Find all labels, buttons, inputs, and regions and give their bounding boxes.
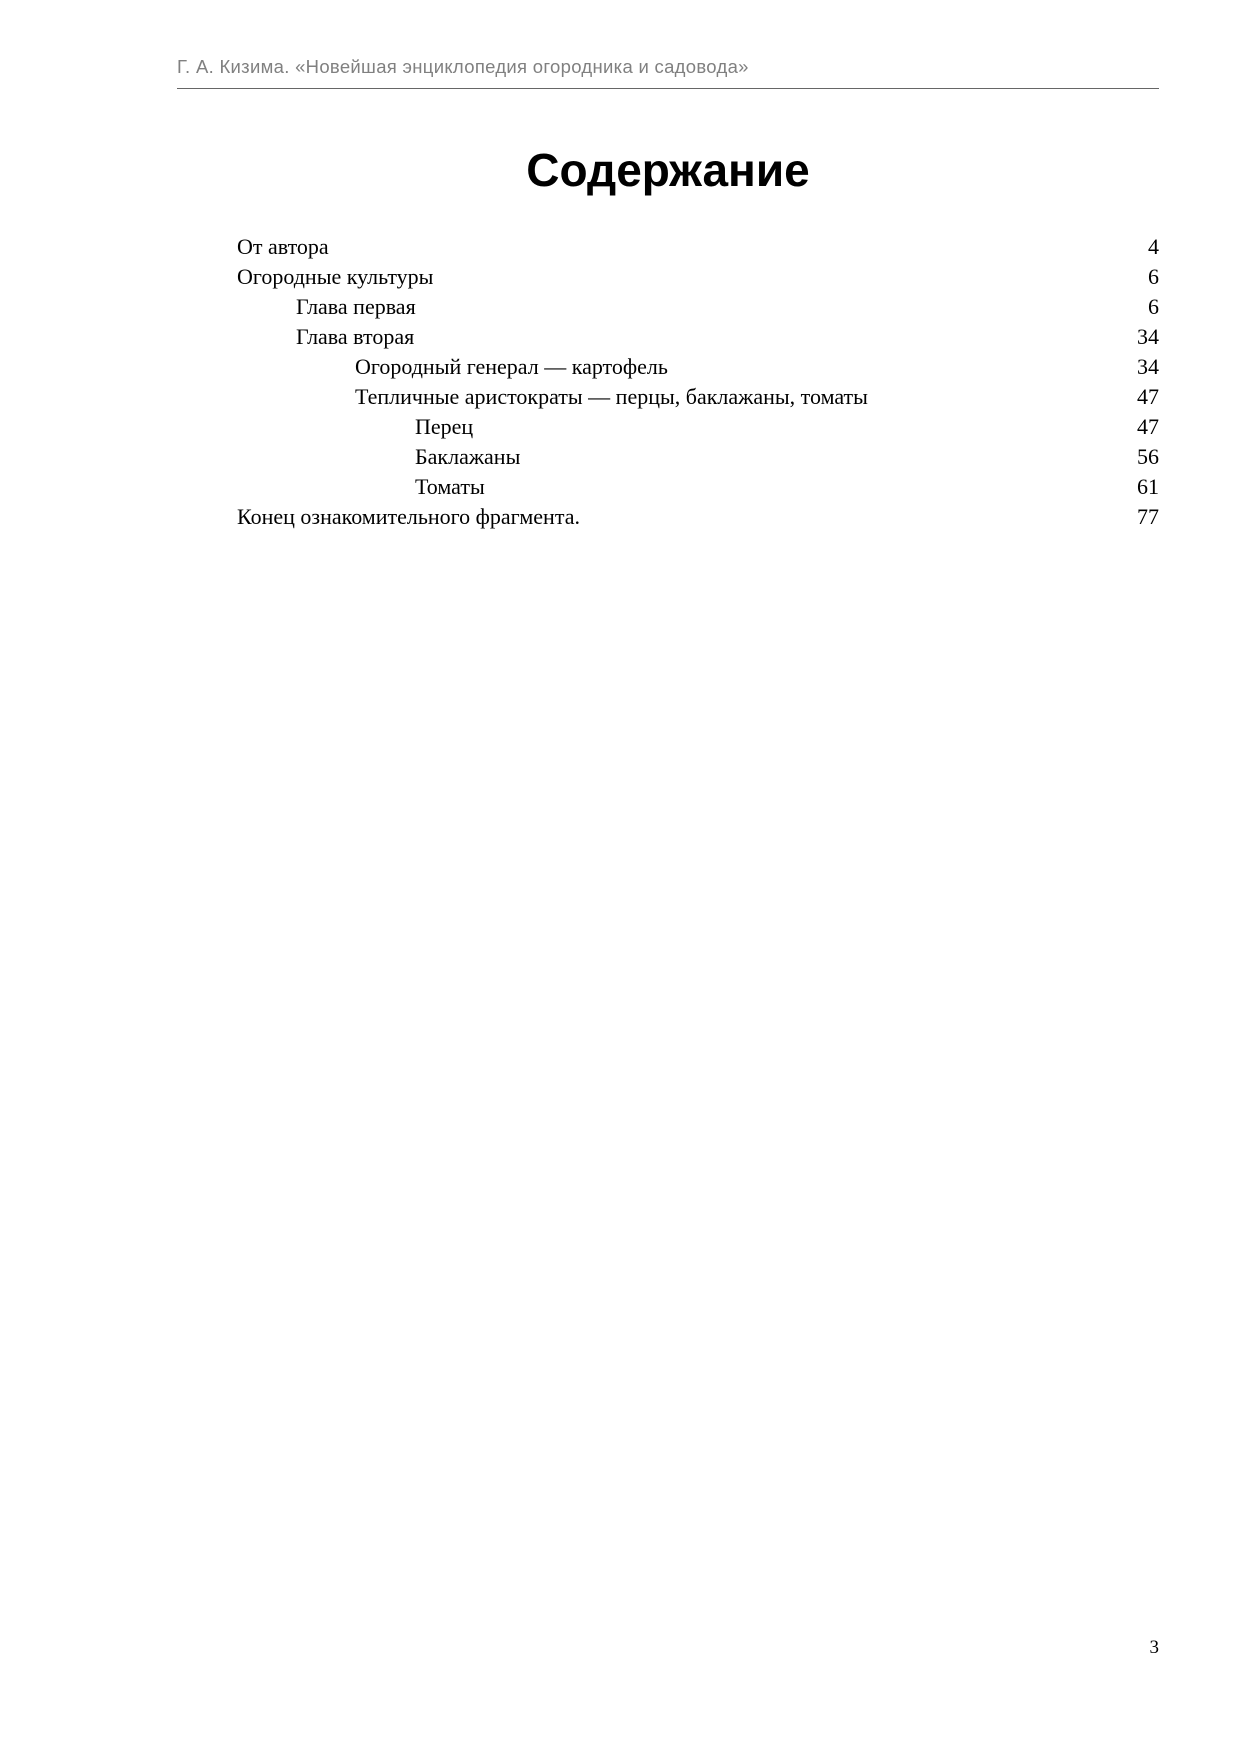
page-number: 3 [1149, 1637, 1159, 1658]
toc-entry-label: Огородные культуры [237, 264, 434, 289]
toc-entry-eggplant[interactable] [237, 442, 1159, 472]
toc-entry-page: 47 [1137, 414, 1159, 439]
toc-entry-label: Конец ознакомительного фрагмента. [237, 504, 580, 529]
toc-entry-label: Баклажаны [415, 444, 521, 469]
toc-entry-page: 77 [1137, 504, 1159, 529]
toc-entry-from-author[interactable] [237, 232, 1159, 262]
toc-entry-label: Глава вторая [296, 324, 415, 349]
toc-title: Содержание [526, 144, 810, 196]
toc-entry-label: Огородный генерал — картофель [355, 354, 668, 379]
toc-entry-label: Тепличные аристократы — перцы, баклажаны, томаты [355, 384, 868, 409]
toc-entry-label: Глава первая [296, 294, 416, 319]
table-of-contents [237, 232, 1159, 532]
running-header: Г. А. Кизима. «Новейшая энциклопедия огородника и садовода» [177, 56, 749, 77]
toc-entry-page: 34 [1137, 354, 1159, 379]
toc-entry-page: 61 [1137, 474, 1159, 499]
toc-entry-label: Томаты [415, 474, 485, 499]
toc-entry-page: 47 [1137, 384, 1159, 409]
toc-entry-page: 6 [1148, 294, 1159, 319]
toc-entry-potato[interactable] [237, 352, 1159, 382]
toc-entry-end-of-fragment[interactable] [237, 502, 1159, 532]
toc-entry-greenhouse-crops[interactable] [237, 382, 1159, 412]
toc-entry-chapter-two[interactable] [237, 322, 1159, 352]
toc-entry-pepper[interactable] [237, 412, 1159, 442]
toc-entry-label: Перец [415, 414, 474, 439]
toc-entry-tomatoes[interactable] [237, 472, 1159, 502]
toc-entry-vegetable-crops[interactable] [237, 262, 1159, 292]
toc-entry-page: 34 [1137, 324, 1159, 349]
toc-entry-chapter-one[interactable] [237, 292, 1159, 322]
header-divider [177, 88, 1159, 89]
toc-entry-label: От автора [237, 234, 329, 259]
toc-entry-page: 56 [1137, 444, 1159, 469]
toc-entry-page: 6 [1148, 264, 1159, 289]
toc-entry-page: 4 [1148, 234, 1159, 259]
